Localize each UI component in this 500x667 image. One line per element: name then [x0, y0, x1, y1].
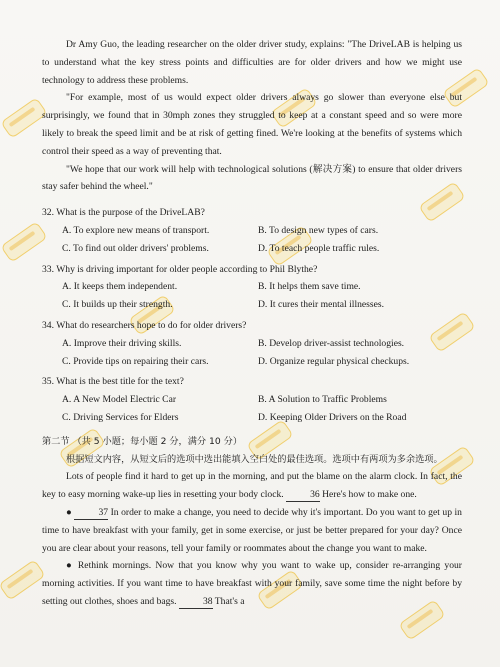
blank-37[interactable]: 37	[74, 506, 108, 520]
option-b[interactable]: B. Develop driver-assist technologies.	[258, 337, 405, 349]
option-c[interactable]: C. It builds up their strength.	[62, 299, 173, 311]
option-d[interactable]: D. It cures their mental illnesses.	[258, 299, 385, 311]
question-32	[42, 204, 462, 257]
question-stem: 35. What is the best title for the text?	[42, 376, 184, 388]
passage-paragraph-1: Dr Amy Guo, the leading researcher on the older driver study, explains: "The DriveLAB is helping us to understand what the key stress points and difficulties are for older drivers and how we might use technology to address these problems.	[42, 39, 462, 86]
cloze-text: Lots of people find it hard to get up in the morning, and put the blame on the alarm clock. In fact, the key to easy morning wake-up lies in resetting your body clock.	[42, 471, 462, 501]
option-d[interactable]: D. To teach people traffic rules.	[258, 242, 380, 254]
question-34	[42, 317, 462, 370]
blank-36[interactable]: 36	[286, 488, 320, 502]
option-d[interactable]: D. Organize regular physical checkups.	[258, 355, 410, 367]
option-a[interactable]: A. A New Model Electric Car	[62, 394, 177, 406]
watermark-logo	[0, 221, 48, 263]
blank-38[interactable]: 38	[179, 595, 213, 609]
option-list	[42, 278, 462, 314]
option-b[interactable]: B. A Solution to Traffic Problems	[258, 394, 387, 406]
passage-paragraph-3: "We hope that our work will help with technological solutions (解决方案) to ensure that older drivers stay safer behind the wheel."	[42, 163, 462, 193]
question-stem: 33. Why is driving important for older people according to Phil Blythe?	[42, 263, 318, 275]
cloze-paragraph-2	[42, 504, 462, 557]
option-list	[42, 335, 462, 371]
question-stem: 34. What do researchers hope to do for older drivers?	[42, 319, 247, 331]
cloze-text: Here's how to make one.	[322, 489, 417, 501]
option-c[interactable]: C. Provide tips on repairing their cars.	[62, 355, 209, 367]
cloze-text: In order to make a change, you need to decide why it's important. Do you want to get up in time to have breakfast with your family, get in some exercise, or just be better prepared for your day? Once you are clear about your reasons, tell your family or roommates about the change you want to make.	[42, 506, 462, 554]
option-a[interactable]: A. It keeps them independent.	[62, 281, 178, 293]
option-d[interactable]: D. Keeping Older Drivers on the Road	[258, 411, 407, 423]
question-35	[42, 373, 462, 426]
option-c[interactable]: C. Driving Services for Elders	[62, 411, 179, 423]
option-list	[42, 391, 462, 427]
option-b[interactable]: B. It helps them save time.	[258, 281, 361, 293]
question-stem: 32. What is the purpose of the DriveLAB?	[42, 207, 205, 219]
cloze-text: ● Rethink mornings. Now that you know why you want to wake up, consider re-arranging your morning activities. If you want time to have breakfast with your family, save some time the night before by setting out clothes, shoes and bags.	[42, 560, 462, 607]
exam-content	[42, 36, 462, 611]
bullet-icon: ●	[66, 506, 72, 518]
option-a[interactable]: A. Improve their driving skills.	[62, 337, 182, 349]
cloze-text: That's a	[214, 595, 245, 607]
watermark-logo	[0, 97, 48, 139]
cloze-paragraph-1	[42, 468, 462, 504]
passage-paragraph-2: "For example, most of us would expect older drivers always go slower than everyone else but surprisingly, we found that in 30mph zones they struggled to keep at a constant speed and so were more likely to break the speed limit and be at risk of getting fined. We're looking at the benefits of systems which control their speed as a way of preventing that.	[42, 92, 462, 157]
cloze-paragraph-3	[42, 557, 462, 610]
option-a[interactable]: A. To explore new means of transport.	[62, 224, 210, 236]
section-instructions: 根据短文内容，从短文后的选项中选出能填入空白处的最佳选项。选项中有两项为多余选项。	[66, 453, 443, 465]
option-b[interactable]: B. To design new types of cars.	[258, 224, 379, 236]
question-33	[42, 261, 462, 314]
option-list	[42, 222, 462, 258]
section-header: 第二节 （共 5 小题；每小题 2 分，满分 10 分）	[42, 435, 243, 447]
watermark-logo	[0, 559, 46, 601]
option-c[interactable]: C. To find out older drivers' problems.	[62, 242, 209, 254]
